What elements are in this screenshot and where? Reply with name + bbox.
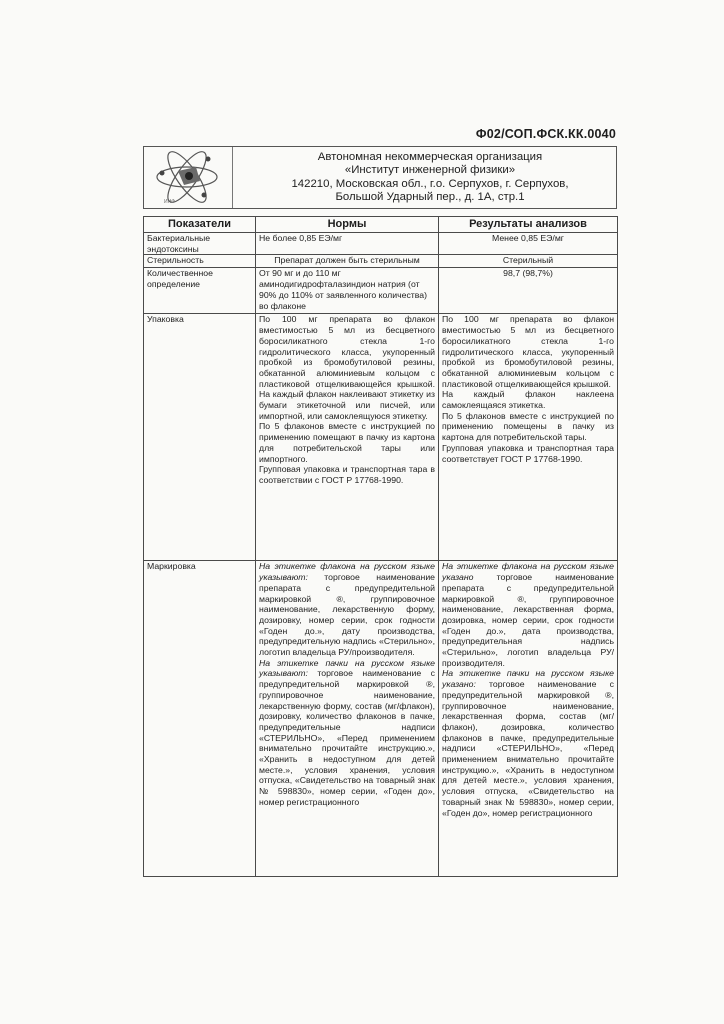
organization-details bbox=[244, 151, 616, 205]
row-label: Стерильность bbox=[144, 255, 256, 268]
column-header-norms: Нормы bbox=[256, 217, 439, 233]
norm-cell bbox=[256, 314, 439, 561]
result-cell bbox=[439, 561, 618, 877]
table-header-row bbox=[144, 217, 618, 233]
svg-text:ИНФ: ИНФ bbox=[164, 199, 176, 205]
table-row bbox=[144, 268, 618, 314]
result-cell: 98,7 (98,7%) bbox=[439, 268, 618, 314]
result-pack-text: торговое наименование с предупредительной маркировкой ®, группировочное наименование, лекарственная форма, состав (мг/флакон), дозировка, количество флаконов в пачке, предупредительные надписи «СТЕРИЛЬНО», «Перед применением внимательно прочитайте инструкцию.», «Хранить в недоступном для детей месте.», условия хранения, условия отпуска, «Свидетельство на товарный знак № 598830», номер серии, «Годен до», номер регистрационного bbox=[442, 679, 614, 818]
result-paragraph: На каждый флакон наклеена самоклеящаяся этикетка. bbox=[442, 389, 614, 411]
result-cell: Стерильный bbox=[439, 255, 618, 268]
institute-logo bbox=[144, 147, 233, 208]
norm-cell: Препарат должен быть стерильным bbox=[256, 255, 439, 268]
table-row bbox=[144, 233, 618, 255]
row-label: Количественное определение bbox=[144, 268, 256, 314]
column-header-indicators: Показатели bbox=[144, 217, 256, 233]
norm-paragraph: По 5 флаконов вместе с инструкцией по применению помещают в пачку из картона для потребительской тары или импортного. bbox=[259, 421, 435, 464]
norm-pack-intro: На этикетке пачки на русском языке указывают: bbox=[259, 657, 435, 679]
row-label: Упаковка bbox=[144, 314, 256, 561]
result-flacon-text: торговое наименование препарата с предупредительной маркировкой ®, группировочное наименование, лекарственная форма, дозировка, номер серии, срок годности «Годен до.», дата производства, предупредительная надпись «Стерильно», логотип владельца РУ/производителя. bbox=[442, 572, 614, 668]
result-flacon-intro: На этикетке флакона на русском языке указано bbox=[442, 561, 614, 583]
norm-flacon-intro: На этикетке флакона на русском языке указывают: bbox=[259, 561, 435, 583]
organization-header bbox=[143, 146, 617, 209]
norm-cell bbox=[256, 561, 439, 877]
table-row bbox=[144, 314, 618, 561]
result-paragraph: По 5 флаконов вместе с инструкцией по применению помещены в пачку из картона для потребительской тары. bbox=[442, 410, 614, 443]
table-row bbox=[144, 255, 618, 268]
norm-pack-text: торговое наименование с предупредительной маркировкой ®, группировочное наименование, лекарственную форму, состав (мг/флакон), дозировку, количество флаконов в пачке, предупредительные надписи «СТЕРИЛЬНО», «Перед применением внимательно прочитайте инструкцию.», «Хранить в недоступном для детей месте.», условия хранения, условия отпуска, «Свидетельство на товарный знак № 598830», номер серии, «Годен до», номер регистрационного bbox=[259, 668, 435, 807]
norm-cell: Не более 0,85 ЕЭ/мг bbox=[256, 233, 439, 255]
analysis-table bbox=[143, 216, 618, 877]
result-cell: Менее 0,85 ЕЭ/мг bbox=[439, 233, 618, 255]
org-name-line: «Институт инженерной физики» bbox=[344, 164, 516, 177]
column-header-results: Результаты анализов bbox=[439, 217, 618, 233]
org-address-line: 142210, Московская обл., г.о. Серпухов, г. Серпухов, bbox=[291, 177, 569, 190]
table-row bbox=[144, 561, 618, 877]
org-type-line: Автономная некоммерческая организация bbox=[317, 151, 543, 163]
document-number: Ф02/СОП.ФСК.КК.0040 bbox=[475, 127, 616, 141]
row-label: Маркировка bbox=[144, 561, 256, 877]
org-street-line: Большой Ударный пер., д. 1А, стр.1 bbox=[335, 191, 525, 204]
result-paragraph: По 100 мг препарата во флакон вместимостью 5 мл из бесцветного боросиликатного стекла 1-го гидролитического класса, укупоренный пробкой из бромобутиловой резины, обкатанной алюминиевым кольцом с пластиковой отщелкивающейся крышкой. bbox=[442, 314, 614, 389]
row-label: Бактериальные эндотоксины bbox=[144, 233, 256, 255]
norm-paragraph: По 100 мг препарата во флакон вместимостью 5 мл из бесцветного боросиликатного стекла 1-го гидролитического класса, укупоренный пробкой из бромобутиловой резины, обкатанной алюминиевым кольцом с пластиковой отщелкивающейся крышкой. На каждый флакон наклеивают этикетку из бумаги этикеточной или писчей, или импортной, или самоклеящуюся этикетку. bbox=[259, 314, 435, 421]
atom-logo-icon bbox=[144, 147, 230, 207]
norm-flacon-text: торговое наименование препарата с предупредительной маркировкой ®, группировочное наименование, лекарственную форму, дозировку, номер серии, срок годности «Годен до.», дату производства, предупредительную надпись «Стерильно», логотип владельца РУ/производителя. bbox=[259, 572, 435, 658]
result-cell bbox=[439, 314, 618, 561]
result-pack-intro: На этикетке пачки на русском языке указано: bbox=[442, 668, 614, 690]
result-paragraph: Групповая упаковка и транспортная тара соответствует ГОСТ Р 17768-1990. bbox=[442, 442, 614, 464]
norm-paragraph: Групповая упаковка и транспортная тара в соответствии с ГОСТ Р 17768-1990. bbox=[259, 464, 435, 485]
norm-cell: От 90 мг и до 110 мг аминодигидрофталазиндион натрия (от 90% до 110% от заявленного количества) во флаконе bbox=[256, 268, 439, 314]
